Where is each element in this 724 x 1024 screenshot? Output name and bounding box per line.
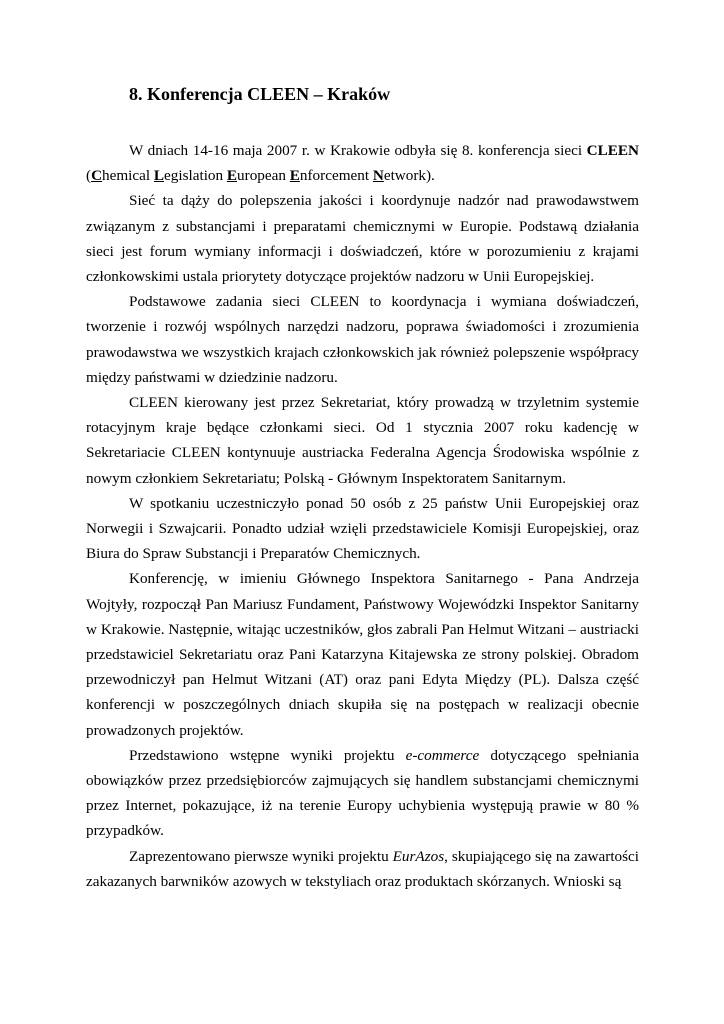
ecommerce-text-before: Przedstawiono wstępne wyniki projektu (129, 746, 406, 764)
paragraph-eurazos (86, 844, 639, 894)
acronym-letter-e1: E (226, 167, 238, 185)
acronym-letter-l: L (153, 167, 165, 185)
paragraph-network-tasks: Podstawowe zadania sieci CLEEN to koordynacja i wymiana doświadczeń, tworzenie i rozwój wspólnych narzędzi nadzoru, poprawa świadomości i zrozumienia prawodawstwa we wszystkich krajach członkowskich jak również polepszenie współpracy między państwami w dziedzinie nadzoru. (86, 293, 639, 386)
ecommerce-text-after: dotyczącego spełniania obowiązków przez przedsiębiorców zajmujących się handlem substancjami chemicznymi przez Internet, pokazujące, iż na terenie Europy uchybienia występują prawie w 80 % przypadków. (86, 746, 639, 840)
acronym-word-legislation: egislation (164, 167, 227, 185)
acronym-letter-e2: E (289, 167, 300, 185)
acronym-word-enforcement: nforcement (299, 167, 373, 185)
acronym-letter-n: N (372, 167, 384, 185)
eurazos-text-after: , skupiającego się na zawartości zakazanych barwników azowych w tekstyliach oraz produktach skórzanych. Wnioski są (86, 847, 640, 890)
intro-text: W dniach 14-16 maja 2007 r. w Krakowie odbyła się 8. konferencja sieci (129, 142, 587, 159)
paragraph-ecommerce (86, 743, 639, 844)
eurazos-text-before: Zaprezentowano pierwsze wyniki projektu (129, 847, 393, 865)
document-body (86, 138, 639, 894)
page-title: 8. Konferencja CLEEN – Kraków (129, 84, 391, 104)
eurazos-project-name: EurAzos (392, 847, 445, 865)
ecommerce-project-name: e-commerce (405, 746, 480, 764)
acronym-word-chemical: hemical (102, 167, 154, 185)
paragraph-opening: Konferencję, w imieniu Głównego Inspektora Sanitarnego - Pana Andrzeja Wojtyły, rozpoczął Pan Mariusz Fundament, Państwowy Wojewódzki Inspektor Sanitarny w Krakowie. Następnie, witając uczestników, głos zabrali Pan Helmut Witzani – austriacki przedstawiciel Sekretariatu oraz Pani Katarzyna Kitajewska ze strony polskiej. Obradom przewodniczył pan Helmut Witzani (AT) oraz pani Edyta Między (PL). Dalsza część konferencji w poszczególnych dniach skupiła się na postępach w realizacji obecnie prowadzonych projektów. (86, 570, 639, 739)
acronym-letter-c: C (91, 167, 103, 185)
paragraph-secretariat: CLEEN kierowany jest przez Sekretariat, który prowadzą w trzyletnim systemie rotacyjnym kraje będące członkami sieci. Od 1 stycznia 2007 roku kadencję w Sekretariacie CLEEN kontynuuje austriacka Federalna Agencja Środowiska wspólnie z nowym członkiem Sekretariatu; Polską - Głównym Inspektoratem Sanitarnym. (86, 394, 639, 487)
cleen-acronym: CLEEN (586, 142, 639, 159)
acronym-word-european: uropean (237, 167, 290, 185)
paragraph-intro (86, 138, 639, 188)
open-paren: ( (86, 167, 92, 185)
paragraph-participants: W spotkaniu uczestniczyło ponad 50 osób z 25 państw Unii Europejskiej oraz Norwegii i Szwajcarii. Ponadto udział wzięli przedstawiciele Komisji Europejskiej, oraz Biura do Spraw Substancji i Preparatów Chemicznych. (86, 494, 639, 563)
acronym-word-network: etwork). (383, 167, 435, 185)
paragraph-network-purpose: Sieć ta dąży do polepszenia jakości i koordynuje nadzór nad prawodawstwem związanym z substancjami i preparatami chemicznymi w Europie. Podstawą działania sieci jest forum wymiany informacji i doświadczeń, które w porozumieniu z krajami członkowskimi ustala priorytety dotyczące projektów nadzoru w Unii Europejskiej. (86, 192, 639, 286)
